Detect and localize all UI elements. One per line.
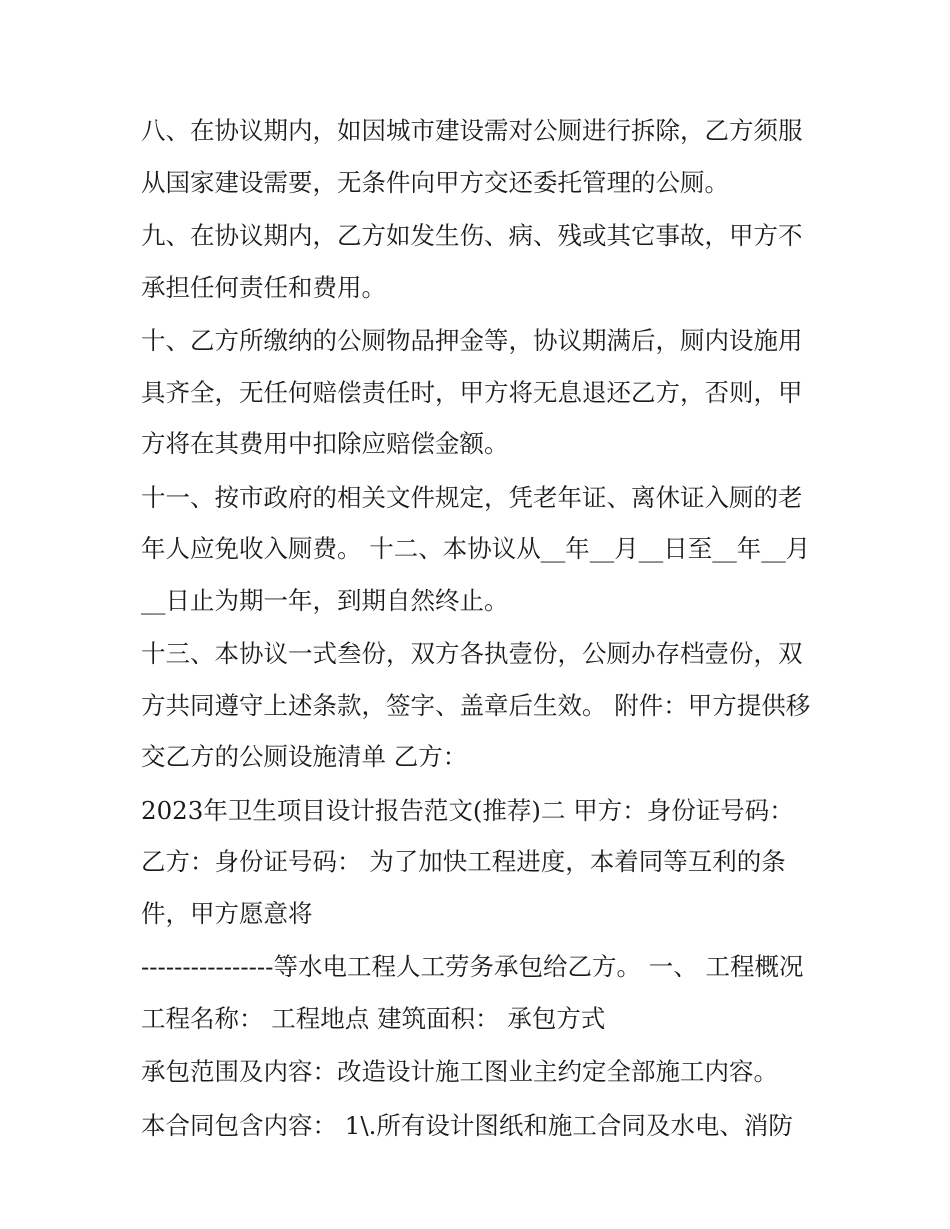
clause-thirteen: 十三、本协议一式叁份，双方各执壹份，公厕办存档壹份，双方共同遵守上述条款，签字、盖章后生效。 附件：甲方提供移交乙方的公厕设施清单 乙方： — [141, 639, 811, 771]
contract-scope: 承包范围及内容：改造设计施工图业主约定全部施工内容。 — [141, 1057, 778, 1086]
clause-nine: 九、在协议期内，乙方如发生伤、病、残或其它事故，甲方不承担任何责任和费用。 — [141, 221, 803, 302]
clause-eleven-twelve: 十一、按市政府的相关文件规定，凭老年证、离休证入厕的老年人应免收入厕费。 十二、本协议从__年__月__日至__年__月__日止为期一年，到期自然终止。 — [141, 482, 811, 615]
second-contract-intro: 2023年卫生项目设计报告范文(推荐)二 甲方：身份证号码： 乙方：身份证号码： 为了加快工程进度，本着同等互利的条件，甲方愿意将 — [141, 795, 802, 928]
document-body — [141, 105, 821, 1153]
clause-ten: 十、乙方所缴纳的公厕物品押金等，协议期满后，厕内设施用具齐全，无任何赔偿责任时，甲方将无息退还乙方，否则，甲方将在其费用中扣除应赔偿金额。 — [141, 326, 803, 458]
clause-eight: 八、在协议期内，如因城市建设需对公厕进行拆除，乙方须服从国家建设需要，无条件向甲方交还委托管理的公厕。 — [141, 116, 803, 197]
contract-contents: 本合同包含内容： 1\.所有设计图纸和施工合同及水电、消防 — [141, 1110, 793, 1140]
project-overview: ----------------等水电工程人工劳务承包给乙方。 一、 工程概况 工程名称： 工程地点 建筑面积： 承包方式 — [141, 952, 812, 1033]
